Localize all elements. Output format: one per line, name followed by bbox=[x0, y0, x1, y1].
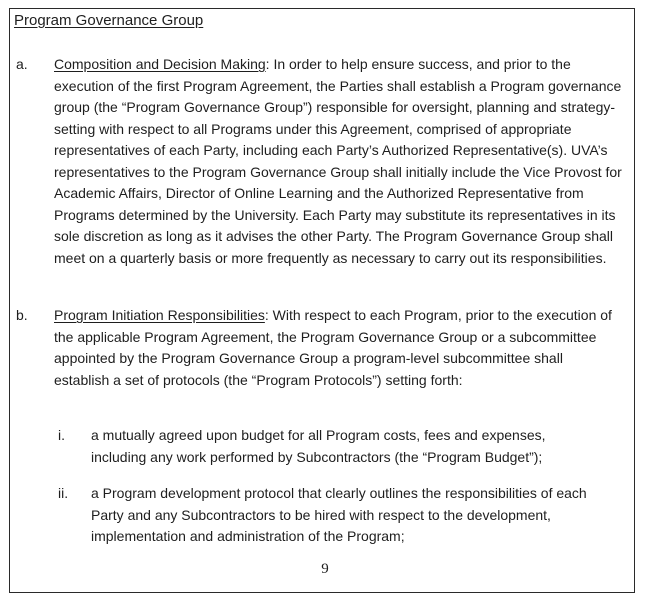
subitem-i-text: a mutually agreed upon budget for all Program costs, fees and expenses, including any work performed by Subcontractors (the “Program Budget”); bbox=[91, 427, 546, 465]
section-a-body: : In order to help ensure success, and prior to the execution of the first Program Agreement, the Parties shall establish a Program governance group (the “Program Governance Group”) responsible for oversight, planning and strategy-setting with respect to all Programs under this Agreement, comprised of appropriate representatives of each Party, including each Party’s Authorized Representative(s). UVA’s representatives to the Program Governance Group shall initially include the Vice Provost for Academic Affairs, Director of Online Learning and the Authorized Representative from Programs determined by the University. Each Party may substitute its representatives in its sole discretion as long as it advises the other Party. The Program Governance Group shall meet on a quarterly basis or more frequently as necessary to carry out its responsibilities. bbox=[54, 56, 622, 266]
subitem-i-marker: i. bbox=[58, 427, 65, 443]
section-b-body: : With respect to each Program, prior to the execution of the applicable Program Agreement, the Program Governance Group or a subcommittee appointed by the Program Governance Group a program-level subcommittee shall establish a set of protocols (the “Program Protocols”) setting forth: bbox=[54, 307, 612, 388]
subitem-ii-text: a Program development protocol that clearly outlines the responsibilities of each Party and any Subcontractors to be hired with respect to the development, implementation and administration of the Program; bbox=[91, 485, 587, 544]
section-heading: Program Governance Group bbox=[14, 12, 204, 29]
page-number: 9 bbox=[321, 561, 329, 577]
section-a-paragraph bbox=[54, 54, 624, 269]
section-a-marker: a. bbox=[16, 56, 28, 72]
section-b-paragraph bbox=[54, 305, 622, 391]
subitem-ii-marker: ii. bbox=[58, 485, 69, 501]
section-b-marker: b. bbox=[16, 307, 28, 323]
section-a-title: Composition and Decision Making bbox=[54, 56, 266, 72]
section-b-title: Program Initiation Responsibilities bbox=[54, 307, 265, 323]
